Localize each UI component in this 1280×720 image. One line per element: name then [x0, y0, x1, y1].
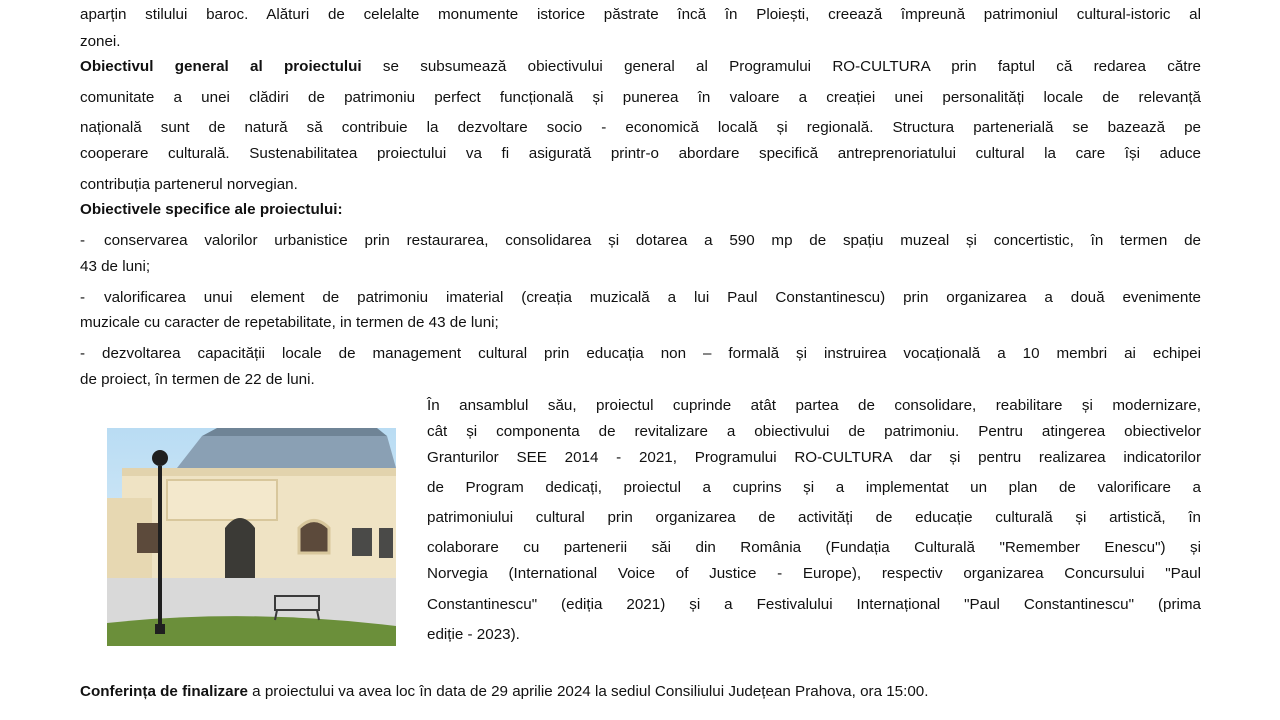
- general-objective-line-4: cooperare culturală. Sustenabilitatea proiectului va fi asigurată printr-o abordare specifică antreprenoriatului cultural la care își aduce: [80, 145, 1201, 162]
- ensemble-line-1: În ansamblul său, proiectul cuprinde atât partea de consolidare, reabilitare și modernizare,: [427, 397, 1201, 414]
- bullet-dash: -: [80, 289, 86, 306]
- building-photo: [107, 428, 396, 646]
- specific-item-1-line-1: - conservarea valorilor urbanistice prin restaurarea, consolidarea și dotarea a 590 mp de spațiu muzeal și concertistic, în termen de: [80, 232, 1201, 249]
- general-objective-line-1: [80, 58, 1201, 75]
- building-illustration: [107, 428, 396, 646]
- intro-line-2: zonei.: [80, 33, 121, 50]
- ensemble-line-4: de Program dedicați, proiectul a cuprins și a implementat un plan de valorificare a: [427, 479, 1201, 496]
- ensemble-line-5: patrimoniului cultural prin organizarea de activități de educație culturală și artistică, în: [427, 509, 1201, 526]
- conference-text: a proiectului va avea loc în data de 29 aprilie 2024 la sediul Consiliului Județean Prahova, ora 15:00.: [247, 683, 929, 700]
- conference-heading: Conferința de finalizare: [80, 683, 248, 700]
- intro-line-1: aparțin stilului baroc. Alături de celelalte monumente istorice păstrate încă în Ploiești, creează împreună patrimoniul cultural-istoric al: [80, 6, 1201, 23]
- specific-item-3-line-1: - dezvoltarea capacității locale de management cultural prin educația non – formală și instruirea vocațională a 10 membri ai echipei: [80, 345, 1201, 362]
- ensemble-line-6: colaborare cu partenerii săi din România (Fundația Culturală "Remember Enescu") și: [427, 539, 1201, 556]
- specific-objectives-heading: Obiectivele specifice ale proiectului:: [80, 201, 343, 218]
- specific-item-2-line-2: muzicale cu caracter de repetabilitate, in termen de 43 de luni;: [80, 314, 499, 331]
- general-objective-line-5: contribuția partenerul norvegian.: [80, 176, 298, 193]
- ensemble-line-8: Constantinescu" (ediția 2021) și a Festivalului Internațional "Paul Constantinescu" (prima: [427, 596, 1201, 613]
- general-objective-line-3: națională sunt de natură să contribuie la dezvoltare socio - economică locală și regională. Structura partenerială se bazează pe: [80, 119, 1201, 136]
- ensemble-line-2: cât și componenta de revitalizare a obiectivului de patrimoniu. Pentru atingerea obiectivelor: [427, 423, 1201, 440]
- conference-line: [80, 683, 1201, 700]
- general-objective-line-2: comunitate a unei clădiri de patrimoniu perfect funcțională și punerea în valoare a creației unei personalități locale de relevanță: [80, 89, 1201, 106]
- specific-item-1-line-2: 43 de luni;: [80, 258, 151, 275]
- general-objective-text: se subsumează obiectivului general al Programului RO-CULTURA prin faptul că redarea către: [361, 58, 1202, 75]
- bullet-dash: -: [80, 232, 86, 249]
- bullet-dash: -: [80, 345, 86, 362]
- general-objective-heading: Obiectivul general al proiectului: [80, 58, 362, 75]
- specific-item-2-line-1: - valorificarea unui element de patrimoniu imaterial (creația muzicală a lui Paul Constantinescu) prin organizarea a două evenimente: [80, 289, 1201, 306]
- ensemble-line-9: ediție - 2023).: [427, 626, 520, 643]
- ensemble-line-7: Norvegia (International Voice of Justice - Europe), respectiv organizarea Concursului "Paul: [427, 565, 1201, 582]
- specific-item-3-line-2: de proiect, în termen de 22 de luni.: [80, 371, 315, 388]
- ensemble-line-3: Granturilor SEE 2014 - 2021, Programului RO-CULTURA dar și pentru realizarea indicatorilor: [427, 449, 1201, 466]
